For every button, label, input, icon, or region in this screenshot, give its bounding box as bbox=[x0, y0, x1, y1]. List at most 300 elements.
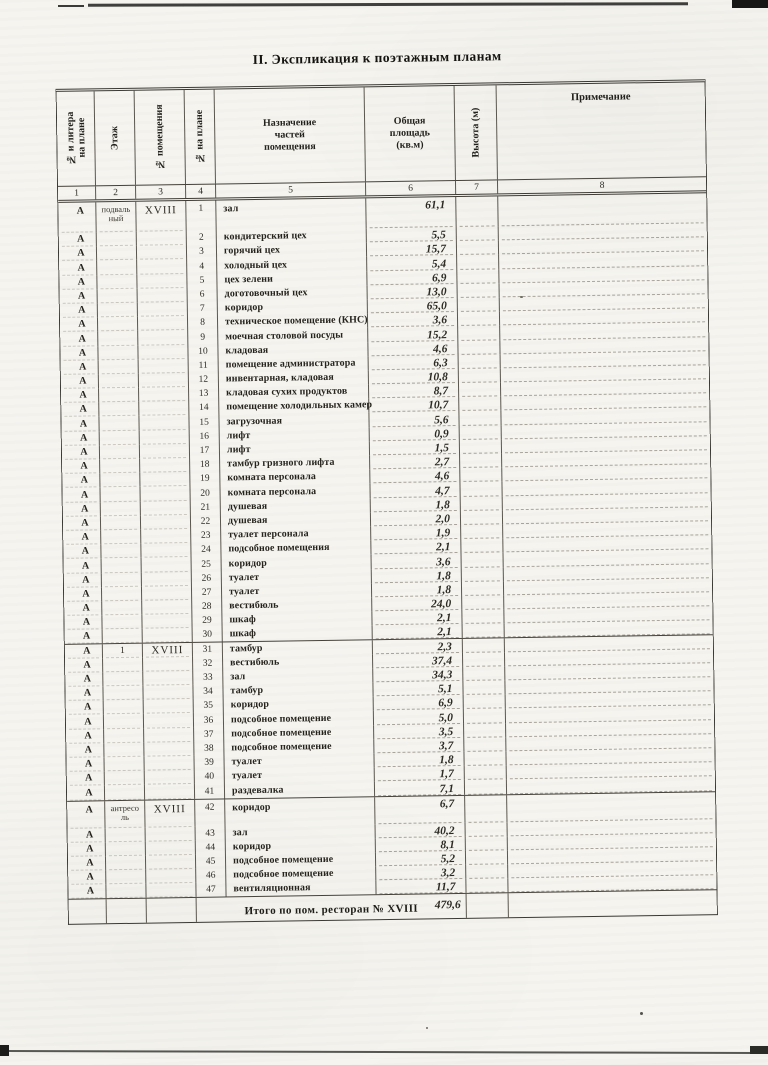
row-litera-text: А bbox=[77, 233, 85, 245]
row-litera bbox=[63, 516, 101, 531]
room-name-text: шкаф bbox=[229, 628, 257, 640]
row-litera-text: А bbox=[83, 701, 92, 713]
row-litera bbox=[62, 459, 100, 474]
row-number bbox=[188, 330, 218, 345]
row-number-text: 34 bbox=[203, 686, 213, 697]
row-litera-text: А bbox=[81, 545, 90, 557]
row-litera bbox=[66, 743, 104, 758]
row-litera bbox=[64, 615, 102, 630]
room-area-value: 6,9 bbox=[431, 271, 447, 285]
room-name-text: раздевалка bbox=[231, 784, 284, 796]
col-number: 8 bbox=[599, 180, 605, 191]
room-name-text: кладовая сухих продуктов bbox=[226, 385, 348, 399]
row-litera-text: А bbox=[77, 247, 85, 259]
row-litera-text: А bbox=[83, 673, 92, 685]
room-area-value: 3,6 bbox=[436, 555, 451, 568]
height-cell bbox=[462, 581, 504, 596]
row-number-text: 19 bbox=[200, 474, 210, 485]
row-floor bbox=[99, 374, 139, 389]
row-number bbox=[196, 883, 226, 898]
height-cell bbox=[459, 397, 501, 412]
room-area bbox=[369, 369, 459, 385]
row-number-text: 23 bbox=[200, 530, 211, 541]
row-premise-no bbox=[139, 415, 189, 430]
row-number bbox=[196, 869, 226, 884]
height-cell bbox=[463, 624, 505, 639]
row-litera-text: А bbox=[80, 474, 89, 486]
row-number-text: 9 bbox=[200, 332, 206, 343]
row-litera-text: А bbox=[86, 885, 95, 897]
height-cell bbox=[463, 666, 505, 681]
row-number bbox=[192, 571, 222, 586]
row-floor bbox=[100, 473, 140, 488]
row-floor bbox=[104, 757, 144, 772]
row-litera bbox=[62, 431, 100, 446]
row-number bbox=[191, 500, 221, 515]
room-name-text: тамбур bbox=[230, 685, 264, 697]
col-number: 7 bbox=[456, 180, 498, 194]
row-number bbox=[193, 684, 223, 699]
row-litera-text: А bbox=[86, 871, 95, 883]
row-litera bbox=[64, 587, 102, 602]
row-number-text: 2 bbox=[198, 232, 204, 243]
room-area bbox=[371, 511, 461, 527]
row-premise-no bbox=[145, 799, 195, 827]
row-floor bbox=[106, 870, 146, 885]
row-number-text: 13 bbox=[198, 388, 209, 400]
height-cell bbox=[464, 709, 506, 724]
room-name-text: горячий цех bbox=[223, 244, 281, 257]
row-floor bbox=[105, 771, 145, 786]
total-empty-cell bbox=[69, 900, 107, 925]
row-litera bbox=[59, 275, 97, 290]
row-number-text: 15 bbox=[199, 417, 209, 428]
room-name-text: зал bbox=[230, 671, 246, 683]
room-area-value: 2,7 bbox=[434, 456, 450, 469]
row-litera-text: А bbox=[85, 786, 93, 799]
room-name-text: коридор bbox=[228, 557, 267, 569]
height-cell bbox=[458, 311, 500, 326]
room-name-text: зал bbox=[232, 826, 248, 839]
room-name-text: коридор bbox=[232, 840, 272, 853]
room-area bbox=[371, 539, 461, 555]
row-number-text: 38 bbox=[204, 743, 214, 754]
note-cell bbox=[507, 792, 715, 822]
row-litera-text: А bbox=[80, 446, 88, 458]
height-cell bbox=[464, 694, 506, 709]
row-number bbox=[192, 599, 222, 614]
row-premise-no bbox=[142, 586, 192, 601]
room-area-value: 5,5 bbox=[431, 229, 446, 242]
row-number bbox=[194, 741, 224, 756]
row-number-text: 16 bbox=[199, 431, 210, 442]
room-name-text: лифт bbox=[226, 429, 251, 442]
room-area-value: 5,6 bbox=[434, 413, 449, 426]
row-number-text: 26 bbox=[201, 573, 212, 584]
row-number-text: 29 bbox=[202, 615, 212, 627]
room-area-value: 5,2 bbox=[440, 853, 456, 866]
height-cell bbox=[456, 196, 498, 227]
room-name-text: загрузочная bbox=[226, 415, 283, 428]
row-number-text: 3 bbox=[199, 247, 204, 258]
room-area bbox=[373, 667, 463, 683]
room-area bbox=[368, 284, 458, 300]
height-cell bbox=[458, 283, 500, 298]
row-number-text: 40 bbox=[204, 771, 215, 783]
room-area-value: 65,0 bbox=[426, 300, 447, 313]
row-floor bbox=[101, 544, 141, 559]
row-premise-no bbox=[140, 472, 190, 487]
row-litera bbox=[67, 801, 105, 829]
row-premise-no bbox=[146, 869, 196, 884]
room-area bbox=[370, 454, 460, 470]
row-premise-no bbox=[138, 288, 188, 303]
row-litera bbox=[61, 360, 99, 375]
room-name-text: моечная столовой посуды bbox=[225, 329, 344, 342]
row-number-text: 5 bbox=[199, 275, 205, 286]
room-name-text: туалет bbox=[231, 756, 262, 768]
total-empty-cell bbox=[147, 898, 197, 923]
row-premise-no bbox=[144, 727, 194, 742]
row-number-text: 32 bbox=[202, 658, 213, 669]
room-name-text: туалет bbox=[231, 770, 263, 782]
room-area bbox=[367, 227, 457, 243]
room-name-text: шкаф bbox=[229, 614, 256, 626]
room-area-value: 1,8 bbox=[439, 754, 454, 767]
row-number bbox=[194, 727, 224, 742]
total-empty-cell bbox=[509, 891, 717, 918]
room-area bbox=[376, 865, 466, 881]
row-litera-text: А bbox=[82, 602, 91, 614]
row-number bbox=[195, 770, 225, 785]
room-area-value: 61,1 bbox=[425, 199, 446, 212]
row-floor bbox=[101, 515, 141, 530]
room-area bbox=[370, 426, 460, 442]
row-number-text: 14 bbox=[198, 403, 209, 414]
room-area-value: 13,0 bbox=[426, 286, 447, 299]
row-litera bbox=[62, 488, 100, 503]
room-name-text: доготовочный цех bbox=[224, 287, 308, 300]
row-premise-no bbox=[143, 628, 193, 643]
room-area-value: 5,1 bbox=[438, 683, 453, 696]
row-litera-text: А bbox=[80, 489, 89, 501]
row-litera bbox=[68, 842, 106, 857]
height-cell bbox=[462, 595, 504, 610]
row-number bbox=[190, 486, 220, 501]
row-number bbox=[187, 273, 217, 288]
row-litera-text: А bbox=[78, 318, 86, 330]
col-number: 2 bbox=[96, 186, 136, 200]
header-purpose: Назначение частей помещения bbox=[215, 87, 366, 183]
row-premise-no bbox=[140, 444, 190, 459]
row-litera bbox=[65, 672, 103, 687]
room-name-text: подсобное помещение bbox=[230, 712, 332, 725]
row-number-text: 42 bbox=[204, 802, 215, 813]
row-premise-no bbox=[144, 699, 194, 714]
row-litera-text: А bbox=[86, 857, 94, 869]
room-area bbox=[367, 241, 457, 257]
row-litera bbox=[63, 502, 101, 517]
room-area-value: 4,6 bbox=[433, 342, 448, 356]
row-premise-no bbox=[143, 657, 193, 672]
row-number-text: 18 bbox=[199, 459, 210, 471]
room-area-value: 15,7 bbox=[425, 243, 447, 256]
row-litera bbox=[59, 261, 97, 276]
row-litera-text: А bbox=[77, 290, 86, 302]
row-floor bbox=[101, 530, 141, 545]
height-cell bbox=[465, 780, 507, 795]
height-cell bbox=[466, 864, 508, 879]
row-premise-no bbox=[136, 201, 186, 232]
room-area bbox=[376, 822, 466, 838]
room-area bbox=[374, 695, 464, 711]
height-cell bbox=[460, 425, 502, 440]
room-name-text: подсобное помещение bbox=[231, 726, 332, 740]
row-number bbox=[193, 643, 223, 657]
row-premise-no bbox=[143, 643, 193, 657]
room-area-value: 3,7 bbox=[438, 740, 454, 753]
height-cell bbox=[459, 411, 501, 426]
row-litera bbox=[65, 686, 103, 701]
room-name bbox=[216, 198, 366, 230]
col-number: 5 bbox=[216, 182, 366, 197]
row-premise-no bbox=[138, 316, 188, 331]
room-area-value: 37,4 bbox=[431, 654, 453, 668]
row-number-text: 11 bbox=[198, 360, 208, 371]
row-number bbox=[187, 231, 217, 246]
height-cell bbox=[459, 382, 501, 397]
room-name-text: подсобное помещение bbox=[233, 868, 334, 881]
row-number-text: 7 bbox=[199, 303, 205, 314]
row-premise-no bbox=[142, 557, 192, 572]
row-litera bbox=[60, 289, 98, 304]
row-number bbox=[190, 443, 220, 458]
room-area-value: 10,8 bbox=[427, 371, 448, 384]
room-area-value: 5,0 bbox=[438, 711, 454, 724]
room-area bbox=[376, 879, 466, 895]
room-area-value: 40,2 bbox=[434, 824, 455, 838]
height-cell bbox=[463, 652, 505, 667]
row-litera bbox=[68, 828, 106, 843]
row-premise-no bbox=[146, 841, 196, 856]
height-cell bbox=[461, 538, 503, 553]
row-litera bbox=[61, 388, 99, 403]
room-name-text: помещение администратора bbox=[225, 357, 356, 371]
row-number-text: 46 bbox=[205, 870, 216, 882]
room-area-value: 1,9 bbox=[435, 527, 451, 540]
row-litera bbox=[62, 445, 100, 460]
room-name-text: техническое помещение (КНС) bbox=[224, 314, 368, 328]
room-area-value: 6,3 bbox=[433, 357, 448, 370]
row-floor bbox=[103, 671, 143, 686]
row-floor bbox=[100, 445, 140, 460]
room-name-text: коридор bbox=[230, 699, 270, 711]
row-number bbox=[191, 543, 221, 558]
room-area-value: 1,8 bbox=[435, 498, 450, 512]
row-floor bbox=[102, 586, 142, 601]
room-name-text: коридор bbox=[224, 301, 264, 314]
room-area bbox=[375, 766, 465, 782]
row-floor bbox=[104, 728, 144, 743]
room-area-value: 1,8 bbox=[436, 583, 452, 597]
row-number-text: 28 bbox=[201, 601, 212, 612]
row-floor bbox=[97, 260, 137, 275]
row-litera-text: А bbox=[84, 758, 93, 770]
row-litera-text: А bbox=[84, 730, 92, 742]
room-area-value: 2,1 bbox=[435, 541, 451, 554]
row-litera bbox=[61, 374, 99, 389]
row-litera-text: А bbox=[78, 332, 87, 345]
height-cell bbox=[462, 567, 504, 582]
row-litera-text: А bbox=[85, 829, 94, 841]
room-area bbox=[370, 482, 460, 498]
row-floor-text: антресо ль bbox=[110, 802, 140, 822]
row-number bbox=[196, 840, 226, 855]
row-litera bbox=[63, 530, 101, 545]
table-body bbox=[58, 193, 716, 899]
room-area bbox=[375, 795, 465, 823]
room-area bbox=[368, 326, 458, 342]
height-cell bbox=[457, 255, 499, 270]
room-area bbox=[373, 653, 463, 669]
row-premise-no bbox=[140, 458, 190, 473]
room-name-text: комната персонала bbox=[227, 485, 317, 498]
room-area-value: 0,9 bbox=[434, 427, 449, 441]
row-litera-text: А bbox=[81, 559, 90, 572]
row-number bbox=[188, 287, 218, 302]
row-floor bbox=[99, 416, 139, 431]
row-floor bbox=[100, 459, 140, 474]
height-cell bbox=[466, 836, 508, 851]
row-litera-text: А bbox=[82, 588, 90, 600]
room-area bbox=[372, 610, 462, 626]
row-number bbox=[187, 259, 217, 274]
room-area-value: 2,1 bbox=[437, 612, 452, 625]
row-number-text: 41 bbox=[204, 786, 215, 797]
row-litera-text: А bbox=[77, 276, 86, 288]
row-premise-no bbox=[137, 231, 187, 246]
row-litera bbox=[60, 303, 98, 318]
row-premise-no bbox=[137, 245, 187, 260]
height-cell bbox=[464, 737, 506, 752]
row-number bbox=[188, 316, 218, 331]
row-litera bbox=[68, 870, 106, 885]
note-cell bbox=[498, 193, 706, 226]
row-floor bbox=[99, 402, 139, 417]
row-number-text: 31 bbox=[202, 644, 213, 655]
row-litera-text: А bbox=[77, 262, 85, 274]
room-area-value: 2,3 bbox=[437, 640, 452, 653]
row-floor bbox=[98, 317, 138, 332]
col-number: 4 bbox=[186, 185, 216, 198]
header-plan-no: № на плане bbox=[185, 90, 216, 184]
row-number-text: 17 bbox=[199, 445, 210, 456]
room-area-value: 4,6 bbox=[434, 470, 450, 483]
room-area bbox=[372, 582, 462, 598]
row-floor bbox=[99, 388, 139, 403]
row-number bbox=[194, 755, 224, 770]
row-floor bbox=[106, 856, 146, 871]
row-litera bbox=[65, 645, 103, 659]
row-floor bbox=[104, 714, 144, 729]
row-number-text: 21 bbox=[200, 502, 211, 513]
room-area bbox=[368, 340, 458, 356]
row-floor bbox=[97, 246, 137, 261]
room-area-value: 4,7 bbox=[435, 484, 450, 497]
room-area-value: 1,7 bbox=[439, 768, 454, 781]
room-area bbox=[369, 383, 459, 399]
header-height: Высота (м) bbox=[455, 85, 498, 180]
table-header-row bbox=[57, 82, 706, 186]
col-number: 3 bbox=[136, 185, 186, 199]
row-litera bbox=[60, 346, 98, 361]
row-premise-no bbox=[141, 501, 191, 516]
row-floor bbox=[102, 558, 142, 573]
room-area bbox=[374, 709, 464, 725]
row-premise-no bbox=[145, 784, 195, 799]
room-area-value: 6,7 bbox=[439, 797, 455, 810]
row-premise-no bbox=[146, 883, 196, 898]
col-number: 6 bbox=[366, 181, 456, 195]
room-name-text: холодный цех bbox=[224, 259, 288, 271]
row-premise-no bbox=[138, 344, 188, 359]
row-litera bbox=[66, 757, 104, 772]
room-area-value: 1,8 bbox=[436, 569, 451, 583]
row-floor bbox=[100, 430, 140, 445]
row-litera-text: А bbox=[78, 304, 86, 316]
room-area-value: 2,1 bbox=[437, 626, 452, 639]
row-number-text: 1 bbox=[198, 203, 204, 214]
height-cell bbox=[461, 496, 503, 511]
height-cell bbox=[459, 354, 501, 369]
row-number-text: 27 bbox=[201, 587, 212, 598]
row-litera bbox=[65, 630, 103, 645]
room-name-text: подсобное помещение bbox=[232, 853, 334, 867]
row-number-text: 12 bbox=[198, 374, 209, 385]
col-number: 1 bbox=[58, 186, 96, 200]
row-floor bbox=[98, 288, 138, 303]
height-cell bbox=[465, 765, 507, 780]
room-area bbox=[369, 355, 459, 371]
row-premise-no bbox=[141, 515, 191, 530]
row-floor bbox=[106, 841, 146, 856]
row-number-text: 33 bbox=[202, 672, 213, 683]
row-number-text: 4 bbox=[199, 261, 205, 272]
row-number bbox=[188, 301, 218, 316]
row-number-text: 10 bbox=[198, 346, 208, 357]
row-number-text: 37 bbox=[203, 729, 214, 740]
room-name-text: коридор bbox=[232, 801, 271, 813]
height-cell bbox=[464, 751, 506, 766]
row-number-text: 25 bbox=[201, 559, 211, 570]
room-area bbox=[366, 197, 456, 228]
room-name-text: вестибюль bbox=[229, 599, 279, 612]
row-litera-text: А bbox=[78, 347, 87, 359]
row-litera-text: А bbox=[85, 803, 93, 816]
row-floor bbox=[103, 629, 143, 644]
room-area bbox=[373, 681, 463, 697]
room-area-value: 1,5 bbox=[434, 442, 450, 455]
row-premise-text: XVIII bbox=[144, 204, 177, 217]
room-area bbox=[371, 497, 461, 513]
room-area-value: 3,6 bbox=[432, 314, 448, 327]
row-premise-no bbox=[139, 401, 189, 416]
height-cell bbox=[458, 340, 500, 355]
row-premise-no bbox=[138, 330, 188, 345]
row-litera bbox=[68, 884, 106, 899]
header-area: Общая площадь (кв.м) bbox=[365, 86, 456, 181]
row-premise-no bbox=[146, 826, 196, 841]
